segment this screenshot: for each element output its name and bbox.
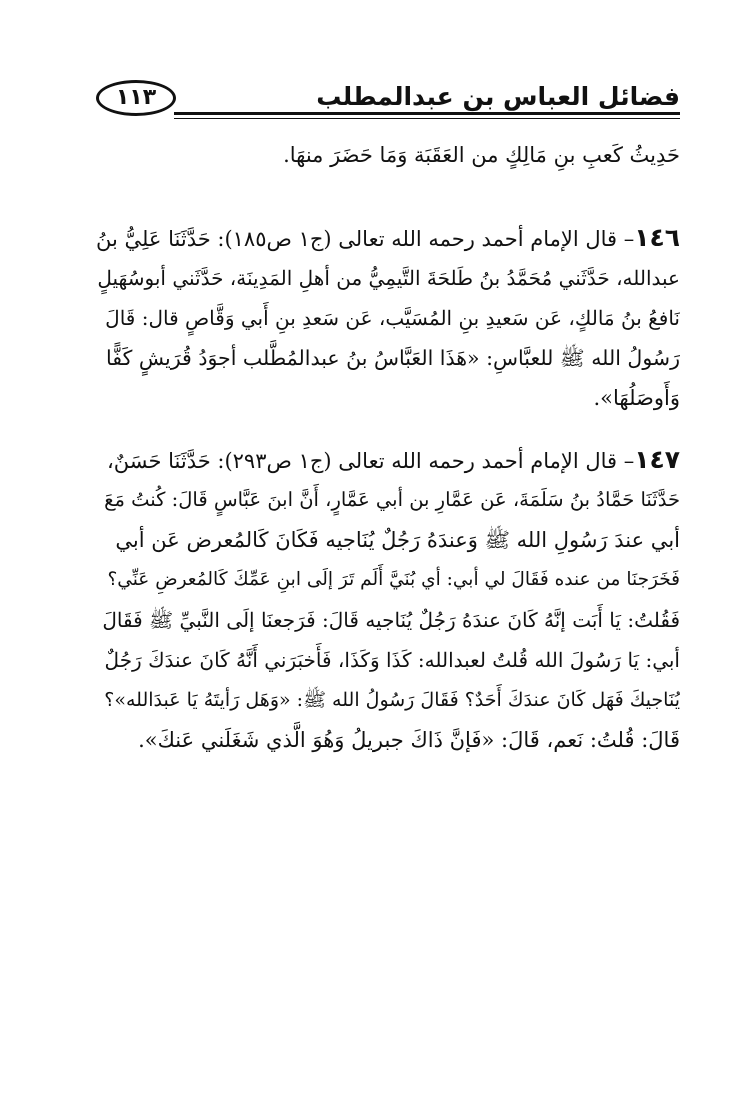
header-rule-thin <box>174 118 680 119</box>
text-line: أبي عندَ رَسُولِ الله ﷺ وَعندَهُ رَجُلٌ يُنَاجيه فَكَانَ كَالمُعرض عَن أبي <box>115 528 680 552</box>
text-line: رَسُولُ الله ﷺ للعبَّاسِ: «هَذَا العَبَّاسُ بنُ عبدالمُطَّلب أجوَدُ قُرَيشٍ كَفًّا <box>105 346 680 370</box>
text-line: نَافعُ بنُ مَالكٍ، عَن سَعيدِ بنِ المُسَيَّب، عَن سَعدِ بنِ أَبي وَقَّاصٍ قال: قَالَ <box>105 306 680 330</box>
text-line <box>96 440 680 480</box>
page-header <box>96 78 680 120</box>
page-number: ١١٣ <box>115 85 157 110</box>
hadith-146 <box>96 218 680 418</box>
hadith-147 <box>96 440 680 760</box>
intro-paragraph <box>96 135 680 175</box>
text-line: يُنَاجيكَ فَهَل كَانَ عندَكَ أَحَدٌ؟ فَقَالَ رَسُولُ الله ﷺ: «وَهَل رَأيتَهُ يَا عَبدَالله»؟ <box>104 689 680 711</box>
text-line: حَدِيثُ كَعبِ بنِ مَالِكٍ من العَقَبَة وَمَا حَضَرَ منهَا. <box>283 143 680 167</box>
running-title: فضائل العباس بن عبدالمطلب <box>316 82 680 111</box>
text-line: فَقُلتُ: يَا أَبَت إنَّهُ كَانَ عندَهُ رَجُلٌ يُنَاجيه قَالَ: فَرَجعنَا إلَى النَّبيِّ ﷺ فَقَالَ <box>102 608 680 632</box>
hadith-number: ١٤٧ <box>634 445 680 474</box>
text-line: حَدَّثَنَا حَمَّادُ بنُ سَلَمَةَ، عَن عَمَّارِ بن أبي عَمَّارٍ، أَنَّ ابنَ عَبَّاسٍ قَالَ: كُنتُ مَعَ <box>104 488 680 511</box>
page-number-badge <box>96 80 176 116</box>
text-line: قَالَ: قُلتُ: نَعم، قَالَ: «فَإنَّ ذَاكَ جبريلُ وَهُوَ الَّذي شَغَلَني عَنكَ». <box>138 728 680 752</box>
text-line: أبي: يَا رَسُولَ الله قُلتُ لعبدالله: كَذَا وَكَذَا، فَأَخبَرَني أَنَّهُ كَانَ عندَكَ رَجُلٌ <box>104 648 680 672</box>
text-line <box>96 218 680 258</box>
text-line: فَخَرَجنَا من عنده فَقَالَ لي أبي: أي بُنَيَّ أَلَم تَرَ إلَى ابنِ عَمِّكَ كَالمُعرضِ عَنِّي؟ <box>107 569 680 590</box>
text-line: وَأَوصَلُهَا». <box>593 386 680 410</box>
text-line-content: – قال الإمام أحمد رحمه الله تعالى (ج١ ص١٨٥): حَدَّثَنَا عَلِيُّ بنُ <box>96 227 635 251</box>
hadith-number: ١٤٦ <box>634 223 680 252</box>
text-line-content: – قال الإمام أحمد رحمه الله تعالى (ج١ ص٢٩٣): حَدَّثَنَا حَسَنٌ، <box>106 449 635 473</box>
header-rule-thick <box>174 112 680 115</box>
text-line: عبدالله، حَدَّثَني مُحَمَّدُ بنُ طَلحَةَ التَّيمِيُّ من أهلِ المَدِينَة، حَدَّثَني أبوسُهَيلٍ <box>97 266 680 290</box>
